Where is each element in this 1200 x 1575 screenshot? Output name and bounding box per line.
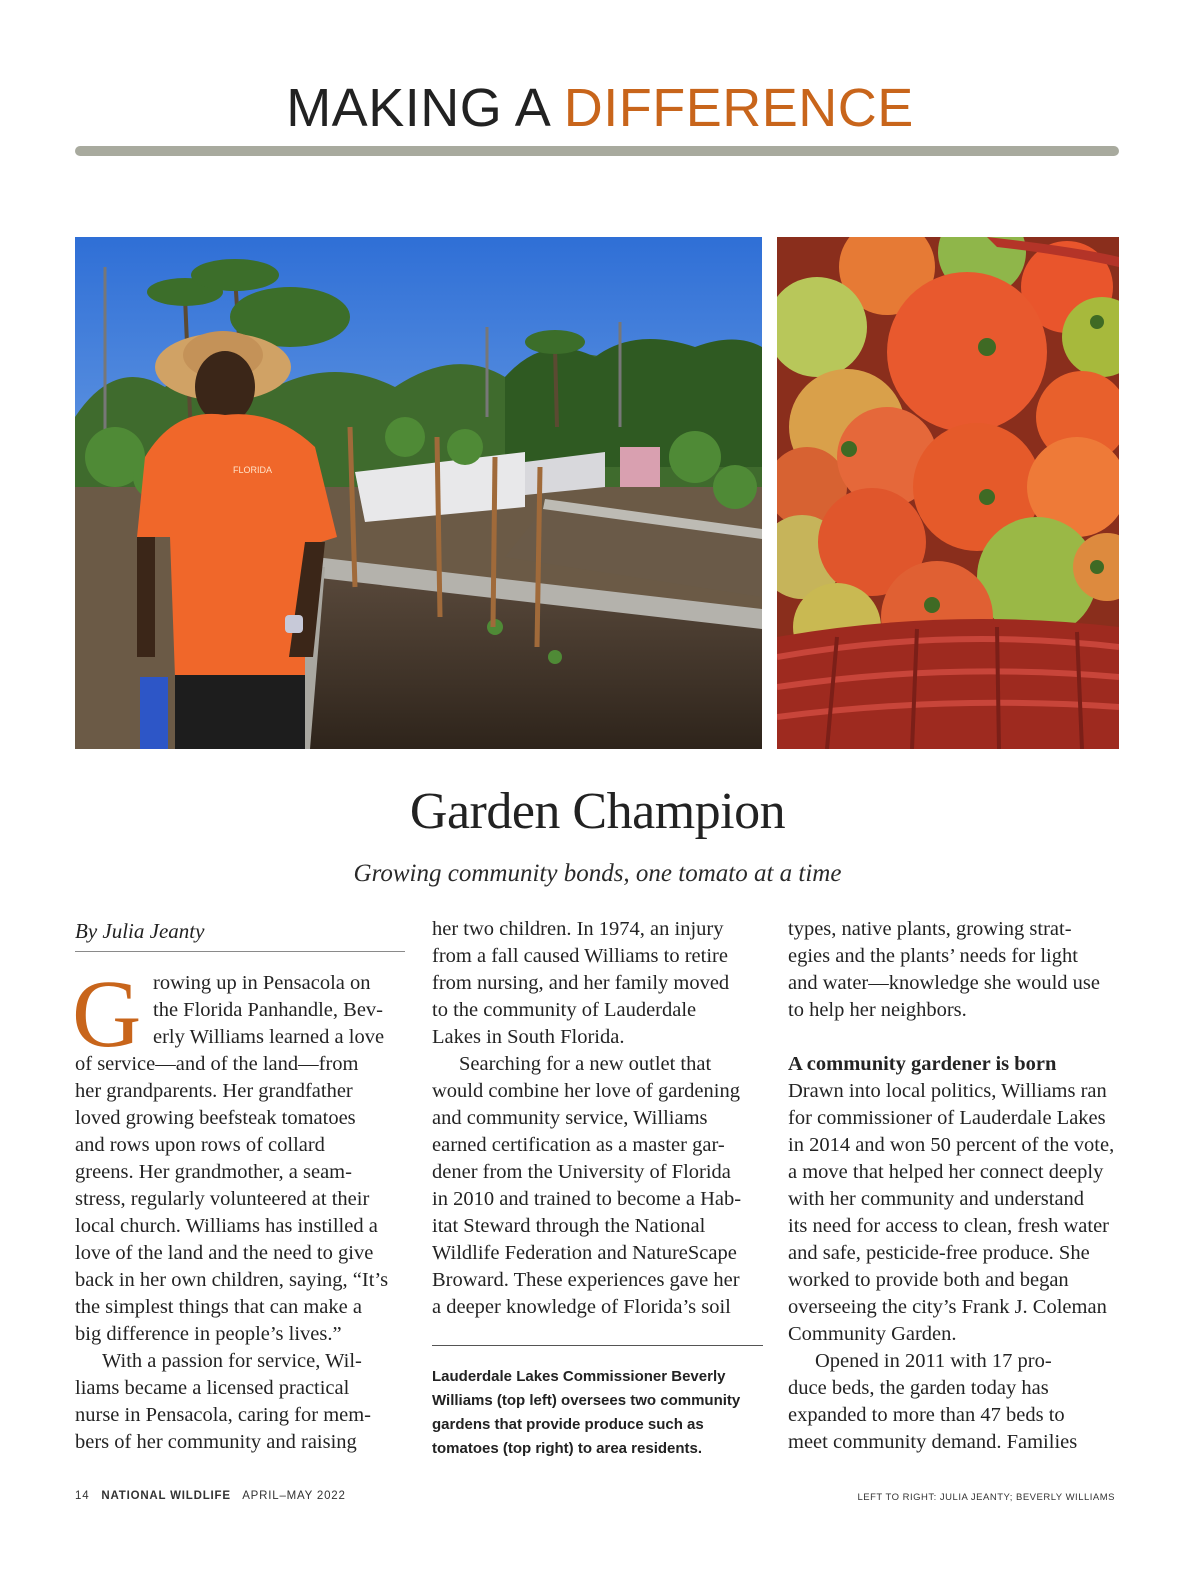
body-line: dener from the University of Florida xyxy=(432,1161,731,1183)
body-line: her two children. In 1974, an injury xyxy=(432,918,724,940)
tomato-basket-illustration xyxy=(777,237,1119,749)
body-line: worked to provide both and began xyxy=(788,1269,1069,1291)
body-line: for commissioner of Lauderdale Lakes xyxy=(788,1107,1106,1129)
body-column-3 xyxy=(788,916,1120,1456)
header-rule xyxy=(75,146,1119,156)
shirt-print: FLORIDA xyxy=(233,465,273,475)
page-number: 14 xyxy=(75,1490,90,1502)
body-column-1 xyxy=(75,970,405,1456)
byline-rule xyxy=(75,951,405,952)
body-line: itat Steward through the National xyxy=(432,1215,706,1237)
article-dek: Growing community bonds, one tomato at a time xyxy=(353,860,842,887)
body-line: Lakes in South Florida. xyxy=(432,1026,625,1048)
caption-rule xyxy=(432,1345,763,1346)
body-line: the simplest things that can make a xyxy=(75,1296,362,1318)
body-line: With a passion for service, Wil- xyxy=(102,1350,362,1372)
page-footer xyxy=(75,1490,346,1502)
body-line: and community service, Williams xyxy=(432,1107,708,1129)
body-line: greens. Her grandmother, a seam- xyxy=(75,1161,352,1183)
body-line: Drawn into local politics, Williams ran xyxy=(788,1080,1107,1102)
body-line: Wildlife Federation and NatureScape xyxy=(432,1242,737,1264)
body-line: nurse in Pensacola, caring for mem- xyxy=(75,1404,372,1426)
tomato-basket-photo xyxy=(777,237,1119,749)
body-line: Opened in 2011 with 17 pro- xyxy=(815,1350,1052,1372)
body-line: a deeper knowledge of Florida’s soil xyxy=(432,1296,731,1318)
section-title-word-2: DIFFERENCE xyxy=(563,78,914,138)
body-line: her grandparents. Her grandfather xyxy=(75,1080,353,1102)
body-line: Community Garden. xyxy=(788,1323,957,1345)
body-line: meet community demand. Families xyxy=(788,1431,1078,1453)
body-line: from nursing, and her family moved xyxy=(432,972,730,994)
body-line: a move that helped her connect deeply xyxy=(788,1161,1104,1183)
body-line: to help her neighbors. xyxy=(788,999,967,1021)
body-line: from a fall caused Williams to retire xyxy=(432,945,728,967)
body-line: and rows upon rows of collard xyxy=(75,1134,325,1156)
body-line: in 2014 and won 50 percent of the vote, xyxy=(788,1134,1115,1156)
body-line: big difference in people’s lives.” xyxy=(75,1323,342,1345)
body-line: with her community and understand xyxy=(788,1188,1085,1210)
body-line: Broward. These experiences gave her xyxy=(432,1269,740,1291)
body-line: and water—knowledge she would use xyxy=(788,972,1100,994)
body-line: to the community of Lauderdale xyxy=(432,999,697,1021)
photo-credits: LEFT TO RIGHT: JULIA JEANTY; BEVERLY WILLIAMS xyxy=(857,1492,1115,1503)
body-line: Searching for a new outlet that xyxy=(459,1053,712,1075)
body-line: egies and the plants’ needs for light xyxy=(788,945,1078,967)
body-line: and safe, pesticide-free produce. She xyxy=(788,1242,1090,1264)
publication-name: NATIONAL WILDLIFE xyxy=(101,1490,231,1502)
body-line: rowing up in Pensacola on xyxy=(153,972,371,994)
body-line: erly Williams learned a love xyxy=(153,1026,385,1048)
photo-caption: Lauderdale Lakes Commissioner Beverly Williams (top left) oversees two community gardens that provide produce such as tomatoes (top right) to area residents. xyxy=(432,1368,741,1457)
garden-photo-illustration xyxy=(75,237,762,749)
garden-photo xyxy=(75,237,762,749)
body-line: would combine her love of gardening xyxy=(432,1080,740,1102)
body-line: loved growing beefsteak tomatoes xyxy=(75,1107,356,1129)
section-title xyxy=(0,76,1200,140)
body-line: back in her own children, saying, “It’s xyxy=(75,1269,389,1291)
body-line: earned certification as a master gar- xyxy=(432,1134,725,1156)
body-line: duce beds, the garden today has xyxy=(788,1377,1049,1399)
body-line: the Florida Panhandle, Bev- xyxy=(153,999,384,1021)
body-line: in 2010 and trained to become a Hab- xyxy=(432,1188,742,1210)
body-line: stress, regularly volunteered at their xyxy=(75,1188,370,1210)
body-line: bers of her community and raising xyxy=(75,1431,357,1453)
body-line: expanded to more than 47 beds to xyxy=(788,1404,1065,1426)
body-column-2 xyxy=(432,916,764,1321)
section-subhead: A community gardener is born xyxy=(788,1053,1057,1075)
paragraph-gap xyxy=(788,1024,1120,1051)
body-line: types, native plants, growing strat- xyxy=(788,918,1072,940)
body-line: local church. Williams has instilled a xyxy=(75,1215,378,1237)
byline: By Julia Jeanty xyxy=(75,919,205,943)
body-line: love of the land and the need to give xyxy=(75,1242,374,1264)
issue-date: APRIL–MAY 2022 xyxy=(242,1490,346,1502)
body-line: overseeing the city’s Frank J. Coleman xyxy=(788,1296,1107,1318)
body-line: liams became a licensed practical xyxy=(75,1377,350,1399)
article-headline: Garden Champion xyxy=(409,783,786,840)
body-line: of service—and of the land—from xyxy=(75,1053,359,1075)
drop-cap: G xyxy=(72,960,142,1067)
body-line: its need for access to clean, fresh water xyxy=(788,1215,1110,1237)
section-title-word-1: MAKING A xyxy=(286,78,549,138)
